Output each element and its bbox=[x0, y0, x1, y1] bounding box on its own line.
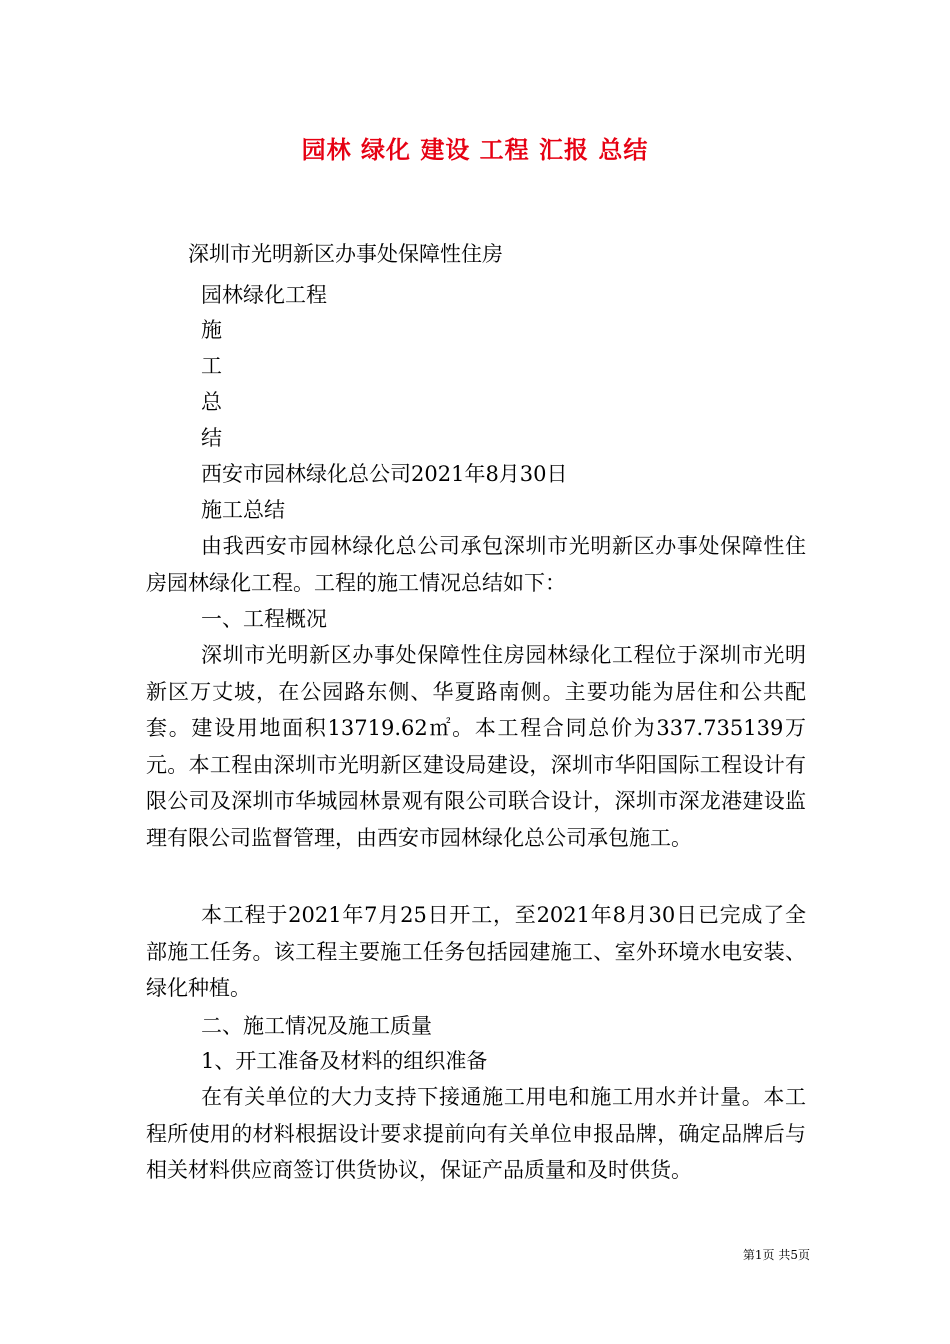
cover-line-1: 深圳市光明新区办事处保障性住房 bbox=[188, 242, 503, 266]
schedule-paragraph: 本工程于2021年7月25日开工，至2021年8月30日已完成了全部施工任务。该工程主要施工任务包括园建施工、室外环境水电安装、绿化种植。 bbox=[146, 903, 806, 1000]
overview-paragraph: 深圳市光明新区办事处保障性住房园林绿化工程位于深圳市光明新区万丈坡，在公园路东侧、华夏路南侧。主要功能为居住和公共配套。建设用地面积13719.62㎡。本工程合同总价为337.735139万元。本工程由深圳市光明新区建设局建设，深圳市华阳国际工程设计有限公司及深圳市华城园林景观有限公司联合设计，深圳市深龙港建设监理有限公司监督管理，由西安市园林绿化总公司承包施工。 bbox=[146, 643, 806, 850]
intro-paragraph: 由我西安市园林绿化总公司承包深圳市光明新区办事处保障性住房园林绿化工程。工程的施工情况总结如下： bbox=[146, 534, 806, 595]
cover-char-2: 工 bbox=[201, 354, 222, 378]
cover-char-1: 施 bbox=[201, 318, 222, 342]
cover-company-date: 西安市园林绿化总公司2021年8月30日 bbox=[201, 462, 568, 486]
section-heading: 施工总结 bbox=[201, 498, 285, 522]
cover-line-2: 园林绿化工程 bbox=[201, 283, 327, 307]
cover-char-3: 总 bbox=[201, 390, 222, 414]
document-title: 园林 绿化 建设 工程 汇报 总结 bbox=[301, 136, 649, 164]
cover-char-4: 结 bbox=[201, 426, 222, 450]
heading-construction-quality: 二、施工情况及施工质量 bbox=[201, 1014, 432, 1038]
page-number: 第1页 共5页 bbox=[742, 1248, 810, 1262]
preparation-paragraph: 在有关单位的大力支持下接通施工用电和施工用水并计量。本工程所使用的材料根据设计要求提前向有关单位申报品牌，确定品牌后与相关材料供应商签订供货协议，保证产品质量和及时供货。 bbox=[146, 1085, 806, 1182]
heading-preparation: 1、开工准备及材料的组织准备 bbox=[201, 1049, 488, 1073]
heading-overview: 一、工程概况 bbox=[201, 607, 327, 631]
